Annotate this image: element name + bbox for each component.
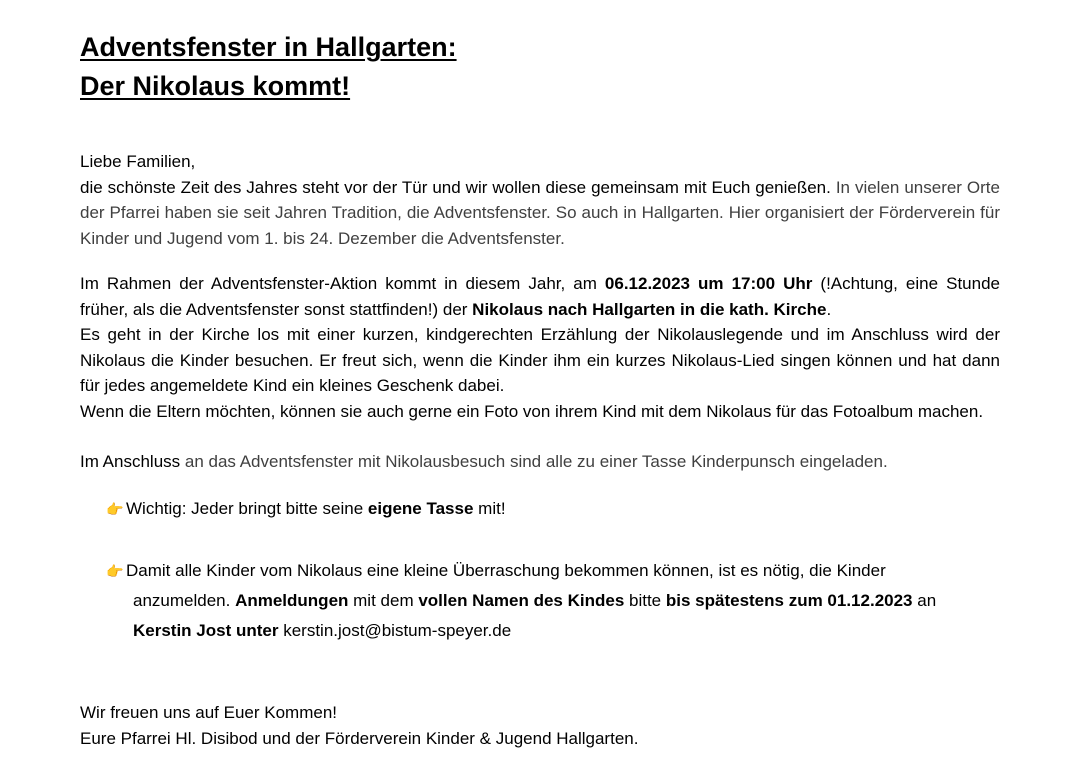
closing-line-1: Wir freuen uns auf Euer Kommen! bbox=[80, 703, 338, 722]
note2-text-2: anzumelden. bbox=[133, 591, 236, 610]
note2-bold-1: Anmeldungen bbox=[235, 591, 349, 610]
note2-text-1: Damit alle Kinder vom Nikolaus eine kleine Überraschung bekommen können, ist es nötig, die Kinder bbox=[126, 560, 886, 580]
pointing-hand-icon: 👉 bbox=[106, 500, 124, 517]
note2-bold-4: Kerstin Jost unter bbox=[133, 620, 279, 640]
document-page bbox=[80, 28, 1000, 751]
note2-text-3: mit dem bbox=[348, 591, 419, 610]
event-datetime: 06.12.2023 um 17:00 Uhr bbox=[604, 274, 813, 293]
note-registration bbox=[80, 556, 1000, 646]
event-location: Nikolaus nach Hallgarten in die kath. Kirche bbox=[472, 299, 827, 319]
pointing-hand-icon: 👉 bbox=[106, 562, 124, 579]
greeting-line: Liebe Familien, bbox=[80, 152, 196, 171]
intro-text bbox=[80, 175, 1000, 252]
note1-text-1: Wichtig: Jeder bringt bitte seine bbox=[126, 498, 368, 518]
closing-paragraph bbox=[80, 700, 1000, 751]
title-line-2: Der Nikolaus kommt! bbox=[80, 71, 351, 101]
intro-paragraph bbox=[80, 149, 1000, 251]
document-title bbox=[80, 28, 1000, 106]
punsch-text-1: Im Anschluss bbox=[80, 452, 181, 471]
closing-line-2: Eure Pfarrei Hl. Disibod und der Förderverein Kinder & Jugend Hallgarten. bbox=[80, 728, 639, 748]
note1-bold: eigene Tasse bbox=[367, 498, 474, 518]
punsch-paragraph bbox=[80, 449, 1000, 475]
event-paragraph bbox=[80, 271, 1000, 424]
note2-bold-3: bis spätestens zum 01.12.2023 bbox=[665, 591, 913, 610]
note2-indented bbox=[106, 586, 1000, 645]
punsch-text-2: an das Adventsfenster mit Nikolausbesuch sind alle zu einer Tasse Kinderpunsch eingeladen. bbox=[180, 452, 888, 471]
event-text-3: . bbox=[826, 299, 832, 319]
intro-sentence-1: die schönste Zeit des Jahres steht vor der Tür und wir wollen diese gemeinsam mit Euch genießen. bbox=[80, 177, 831, 197]
event-text-2: (!Achtung, eine Stunde früher, als die Adventsfenster sonst stattfinden!) der bbox=[80, 274, 1000, 319]
note2-text-4: bitte bbox=[624, 591, 666, 610]
note2-bold-2: vollen Namen des Kindes bbox=[418, 591, 625, 610]
note-cup bbox=[80, 496, 1000, 522]
contact-email: kerstin.jost@bistum-speyer.de bbox=[278, 620, 512, 640]
event-description: Es geht in der Kirche los mit einer kurzen, kindgerechten Erzählung der Nikolauslegende und im Anschluss wird der Nikolaus die Kinder besuchen. Er freut sich, wenn die Kinder ihm ein kurzes Nikolaus-Lied singen können und hat dann für jedes angemeldete Kind ein kleines Geschenk dabei. bbox=[80, 325, 1000, 395]
title-line-1: Adventsfenster in Hallgarten: bbox=[80, 32, 457, 62]
event-announcement bbox=[80, 271, 1000, 322]
event-photo-note: Wenn die Eltern möchten, können sie auch gerne ein Foto von ihrem Kind mit dem Nikolaus für das Fotoalbum machen. bbox=[80, 401, 984, 421]
event-text-1: Im Rahmen der Adventsfenster-Aktion kommt in diesem Jahr, am bbox=[80, 274, 605, 293]
note2-text-5: an bbox=[912, 591, 937, 610]
intro-sentence-2: In vielen unserer Orte der Pfarrei haben sie seit Jahren Tradition, die Adventsfenster. So auch in Hallgarten. Hier organisiert der Förderverein für Kinder und Jugend vom 1. bis 24. Dezember die Adventsfenster. bbox=[80, 177, 1000, 248]
note1-text-2: mit! bbox=[473, 498, 506, 518]
